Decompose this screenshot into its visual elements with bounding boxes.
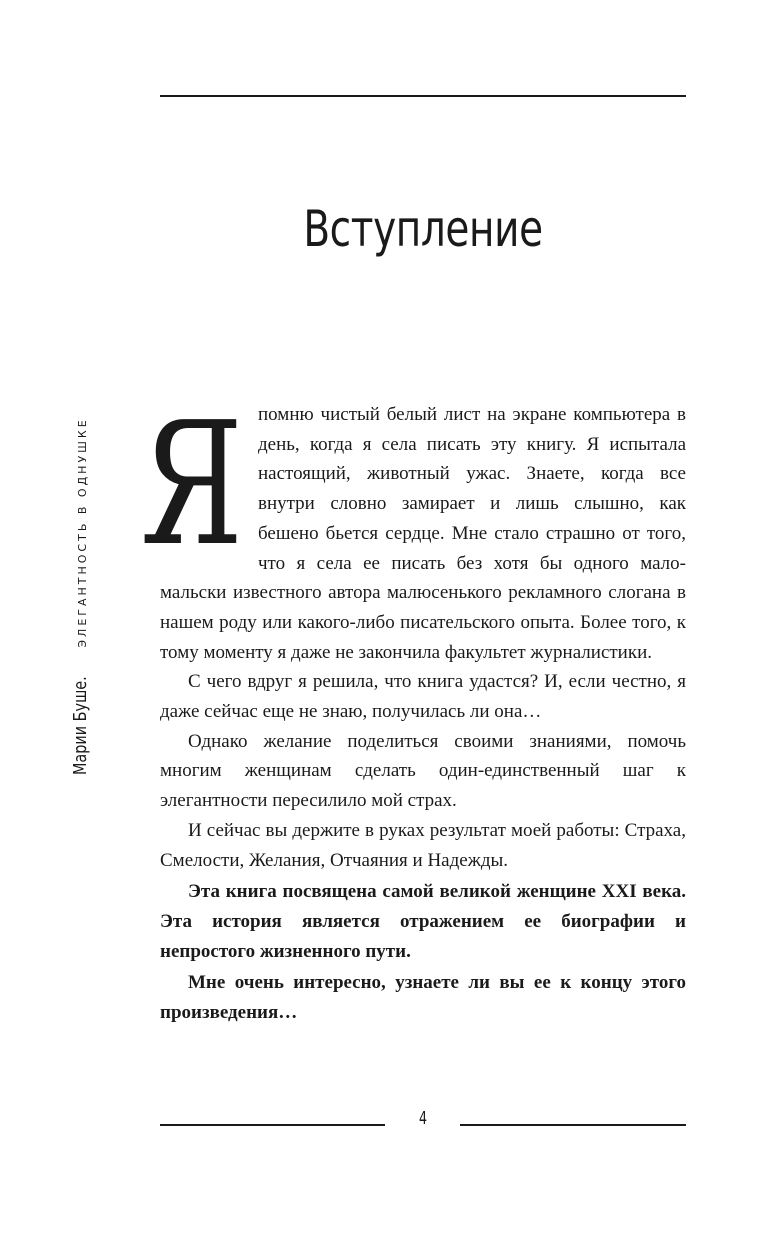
running-side-title [70, 415, 90, 775]
top-rule [160, 95, 686, 97]
paragraph: Однако желание поделиться своими знаниями, помочь многим женщинам сделать один-единственный шаг к элегантности пересилило мой страх. [160, 730, 686, 812]
paragraph: И сейчас вы держите в руках результат моей работы: Страха, Смелости, Желания, Отчаяния и Надежды. [160, 819, 686, 871]
paragraph: С чего вдруг я решила, что книга удастся? И, если честно, я даже сейчас еще не знаю, получилась ли она… [160, 671, 686, 723]
page-number: 4 [418, 1108, 428, 1129]
drop-cap: Я [140, 386, 244, 584]
footer-rule-left [160, 1124, 385, 1126]
side-title-author: Марии Буше. [70, 676, 91, 775]
side-title-book: ЭЛЕГАНТНОСТЬ В ОДНУШКЕ [76, 417, 89, 648]
paragraph-intro: помню чистый белый лист на экране компьютера в день, когда я села писать эту книгу. Я испытала настоящий, животный ужас. Знаете, когда все внутри словно замирает и лишь слышно, как бешено бьется сердце. Мне стало страшно от того, что я села ее писать без хотя бы одного мало-мальски известного автора малюсенького рекламного слогана в нашем роду или какого-либо писательского опыта. Более того, к тому моменту я даже не закончила факультет журналистики. [160, 404, 686, 663]
paragraph-bold: Эта книга посвящена самой великой женщине XXI века. Эта история является отражением ее биографии и непростого жизненного пути. [160, 881, 686, 962]
body-text [140, 386, 686, 1028]
footer-rule-right [460, 1124, 686, 1126]
paragraph-bold: Мне очень интересно, узнаете ли вы ее к концу этого произведения… [160, 972, 686, 1024]
chapter-title: Вступление [303, 200, 543, 258]
